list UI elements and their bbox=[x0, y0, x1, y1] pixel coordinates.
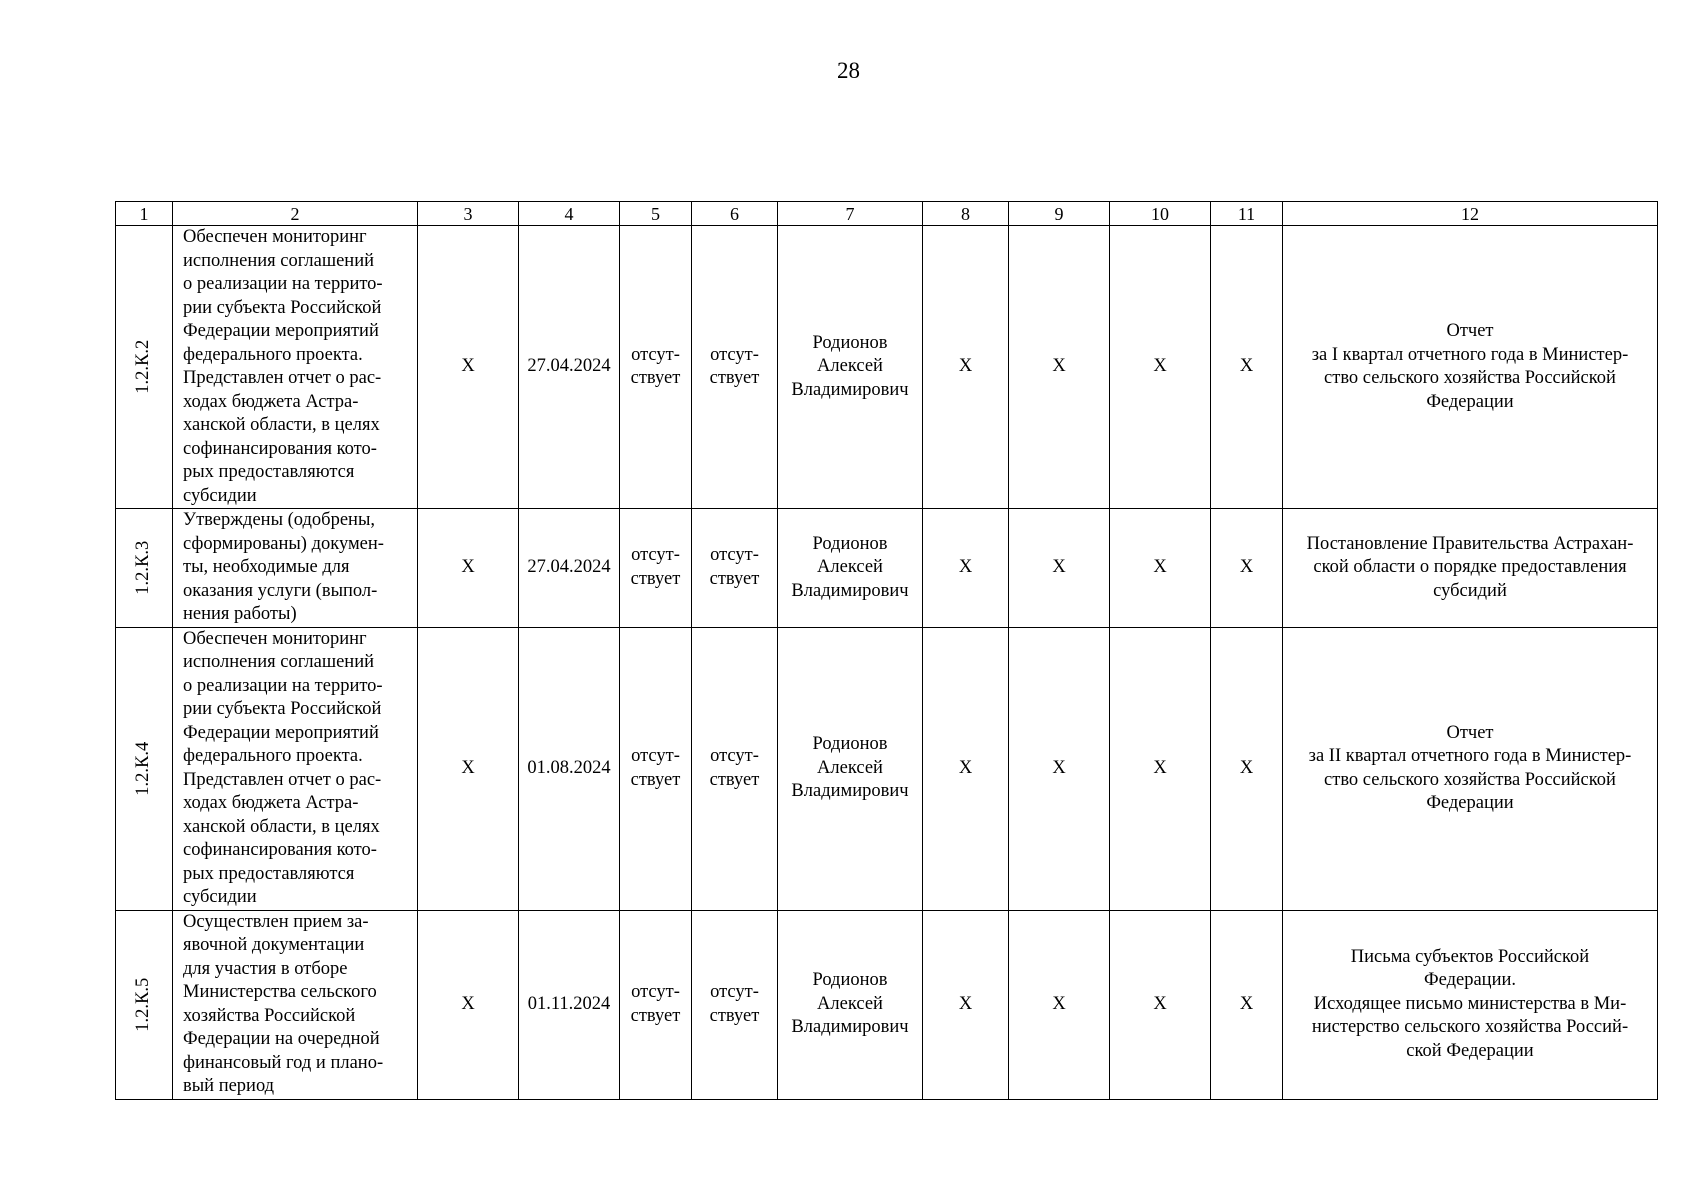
cell-col11: Х bbox=[1211, 509, 1283, 628]
cell-col3: Х bbox=[418, 910, 519, 1099]
table-row bbox=[116, 226, 1658, 509]
page-number: 28 bbox=[837, 58, 860, 83]
cell-date: 01.11.2024 bbox=[519, 910, 620, 1099]
cell-col9: Х bbox=[1009, 509, 1110, 628]
header-row bbox=[116, 202, 1658, 226]
header-cell: 11 bbox=[1211, 202, 1283, 226]
table-row bbox=[116, 627, 1658, 910]
cell-col5: отсут- ствует bbox=[620, 627, 692, 910]
cell-col6: отсут- ствует bbox=[692, 910, 778, 1099]
row-description: Осуществлен прием за- явочной документации для участия в отборе Министерства сельского хозяйства Российской Федерации на очередной финансовый год и плано- вый период bbox=[173, 910, 418, 1099]
cell-col6: отсут- ствует bbox=[692, 509, 778, 628]
cell-col10: Х bbox=[1110, 509, 1211, 628]
cell-responsible: Родионов Алексей Владимирович bbox=[778, 226, 923, 509]
cell-col10: Х bbox=[1110, 226, 1211, 509]
cell-col3: Х bbox=[418, 509, 519, 628]
cell-date: 27.04.2024 bbox=[519, 226, 620, 509]
cell-col5: отсут- ствует bbox=[620, 910, 692, 1099]
cell-result: Постановление Правительства Астрахан- ской области о порядке предоставления субсидий bbox=[1283, 509, 1658, 628]
table-row bbox=[116, 509, 1658, 628]
cell-date: 27.04.2024 bbox=[519, 509, 620, 628]
header-cell: 12 bbox=[1283, 202, 1658, 226]
cell-col8: Х bbox=[923, 509, 1009, 628]
header-cell: 4 bbox=[519, 202, 620, 226]
cell-col5: отсут- ствует bbox=[620, 226, 692, 509]
cell-col11: Х bbox=[1211, 910, 1283, 1099]
cell-date: 01.08.2024 bbox=[519, 627, 620, 910]
cell-col10: Х bbox=[1110, 910, 1211, 1099]
cell-col9: Х bbox=[1009, 226, 1110, 509]
header-cell: 10 bbox=[1110, 202, 1211, 226]
table-row bbox=[116, 910, 1658, 1099]
cell-col8: Х bbox=[923, 627, 1009, 910]
header-cell: 8 bbox=[923, 202, 1009, 226]
cell-col5: отсут- ствует bbox=[620, 509, 692, 628]
cell-responsible: Родионов Алексей Владимирович bbox=[778, 627, 923, 910]
row-id: 1.2.К.4 bbox=[116, 627, 173, 910]
row-id: 1.2.К.3 bbox=[116, 509, 173, 628]
header-cell: 6 bbox=[692, 202, 778, 226]
header-cell: 2 bbox=[173, 202, 418, 226]
cell-col3: Х bbox=[418, 627, 519, 910]
header-cell: 7 bbox=[778, 202, 923, 226]
header-cell: 5 bbox=[620, 202, 692, 226]
cell-col6: отсут- ствует bbox=[692, 627, 778, 910]
cell-col9: Х bbox=[1009, 627, 1110, 910]
cell-result: Отчет за II квартал отчетного года в Министер- ство сельского хозяйства Российской Федерации bbox=[1283, 627, 1658, 910]
row-description: Обеспечен мониторинг исполнения соглашений о реализации на террито- рии субъекта Российской Федерации мероприятий федерального проекта. Представлен отчет о рас- ходах бюджета Астра- ханской области, в целях софинансирования кото- рых предоставляются субсидии bbox=[173, 226, 418, 509]
row-id: 1.2.К.2 bbox=[116, 226, 173, 509]
cell-responsible: Родионов Алексей Владимирович bbox=[778, 910, 923, 1099]
cell-col10: Х bbox=[1110, 627, 1211, 910]
cell-col11: Х bbox=[1211, 627, 1283, 910]
cell-responsible: Родионов Алексей Владимирович bbox=[778, 509, 923, 628]
header-cell: 3 bbox=[418, 202, 519, 226]
row-description: Утверждены (одобрены, сформированы) докумен- ты, необходимые для оказания услуги (выпол- нения работы) bbox=[173, 509, 418, 628]
cell-col6: отсут- ствует bbox=[692, 226, 778, 509]
row-description: Обеспечен мониторинг исполнения соглашений о реализации на террито- рии субъекта Российской Федерации мероприятий федерального проекта. Представлен отчет о рас- ходах бюджета Астра- ханской области, в целях софинансирования кото- рых предоставляются субсидии bbox=[173, 627, 418, 910]
cell-result: Отчет за I квартал отчетного года в Министер- ство сельского хозяйства Российской Федерации bbox=[1283, 226, 1658, 509]
cell-result: Письма субъектов Российской Федерации. Исходящее письмо министерства в Ми- нистерство сельского хозяйства Россий- ской Федерации bbox=[1283, 910, 1658, 1099]
header-cell: 9 bbox=[1009, 202, 1110, 226]
cell-col9: Х bbox=[1009, 910, 1110, 1099]
cell-col8: Х bbox=[923, 910, 1009, 1099]
cell-col3: Х bbox=[418, 226, 519, 509]
cell-col8: Х bbox=[923, 226, 1009, 509]
cell-col11: Х bbox=[1211, 226, 1283, 509]
row-id: 1.2.К.5 bbox=[116, 910, 173, 1099]
header-cell: 1 bbox=[116, 202, 173, 226]
plan-table bbox=[115, 201, 1658, 1100]
